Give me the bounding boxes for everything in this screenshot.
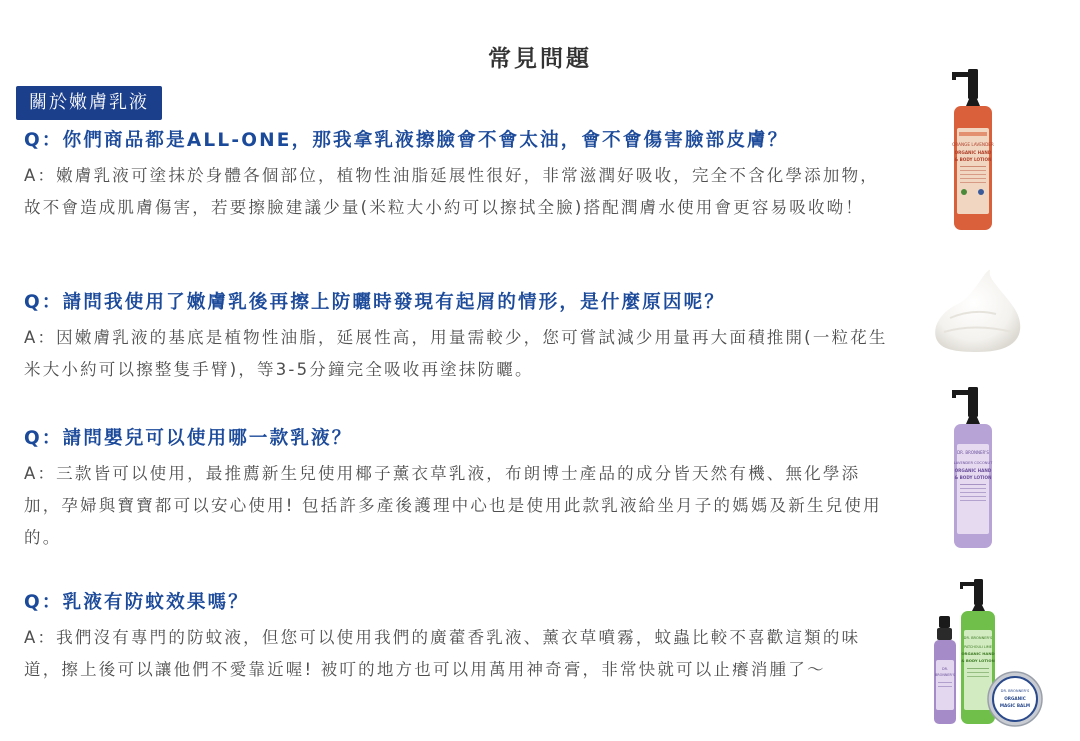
orange-label-line: ORANGE LAVENDER bbox=[952, 142, 994, 147]
green-label-line: & BODY LOTION bbox=[961, 658, 995, 663]
faq-item bbox=[24, 128, 894, 224]
green-label-line: PATCHOULI LIME bbox=[964, 645, 992, 649]
faq-item bbox=[24, 590, 894, 686]
category-badge: 關於嫩膚乳液 bbox=[16, 86, 162, 120]
faq-question: Q：請問嬰兒可以使用哪一款乳液？ bbox=[24, 428, 353, 449]
lotion-cream-image bbox=[930, 266, 1024, 356]
faq-question: Q：你們商品都是ALL-ONE，那我拿乳液擦臉會不會太油，會不會傷害臉部皮膚？ bbox=[24, 130, 789, 151]
balm-label-line: MAGIC BALM bbox=[999, 703, 1031, 708]
faq-answer: A：因嫩膚乳液的基底是植物性油脂，延展性高，用量需較少，您可嘗試減少用量再大面積推開(一粒花生米大小約可以擦整隻手臂)，等3-5分鐘完全吸收再塗抹防曬。 bbox=[24, 328, 888, 379]
faq-question: Q：請問我使用了嫩膚乳後再擦上防曬時發現有起屑的情形，是什麼原因呢？ bbox=[24, 292, 726, 313]
orange-lotion-bottle-image bbox=[938, 66, 1010, 232]
lavender-label-line: DR. BRONNER'S bbox=[957, 450, 989, 455]
green-label-line: DR. BRONNER'S bbox=[963, 636, 993, 640]
spray-label-line: BRONNER'S bbox=[934, 673, 956, 677]
lavender-lotion-bottle-image bbox=[938, 384, 1010, 550]
lavender-label-line: & BODY LOTION bbox=[954, 475, 992, 480]
orange-label-line: ORGANIC HAND bbox=[954, 150, 992, 155]
green-label-line: ORGANIC HAND bbox=[961, 651, 995, 656]
orange-label-line: & BODY LOTION bbox=[954, 157, 992, 162]
spray-label-line: DR. bbox=[942, 667, 948, 671]
balm-label-line: DR. BRONNER'S bbox=[1000, 689, 1030, 693]
faq-item bbox=[24, 426, 894, 554]
faq-item bbox=[24, 290, 894, 386]
faq-answer: A：三款皆可以使用，最推薦新生兒使用椰子薰衣草乳液，布朗博士產品的成分皆天然有機、無化學添加，孕婦與寶寶都可以安心使用! 包括許多產後護理中心也是使用此款乳液給坐月子的媽媽及新生兒使用的。 bbox=[24, 464, 882, 547]
balm-label-line: ORGANIC bbox=[1004, 696, 1026, 701]
page-title: 常見問題 bbox=[488, 46, 592, 72]
magic-balm-tin-image bbox=[986, 670, 1044, 728]
lavender-spray-bottle-image bbox=[928, 614, 962, 726]
faq-question: Q：乳液有防蚊效果嗎？ bbox=[24, 592, 249, 613]
faq-answer: A：嫩膚乳液可塗抹於身體各個部位，植物性油脂延展性很好，非常滋潤好吸收，完全不含化學添加物，故不會造成肌膚傷害，若要擦臉建議少量(米粒大小約可以擦拭全臉)搭配潤膚水使用會更容易吸收呦！ bbox=[24, 166, 879, 217]
faq-answer: A：我們沒有專門的防蚊液，但您可以使用我們的廣藿香乳液、薰衣草噴霧，蚊蟲比較不喜歡這類的味道，擦上後可以讓他們不愛靠近喔! 被叮的地方也可以用萬用神奇膏，非常快就可以止癢消腫了～ bbox=[24, 628, 861, 679]
lavender-label-line: ORGANIC HAND bbox=[954, 468, 992, 473]
lavender-label-line: LAVENDER COCONUT bbox=[953, 461, 993, 465]
